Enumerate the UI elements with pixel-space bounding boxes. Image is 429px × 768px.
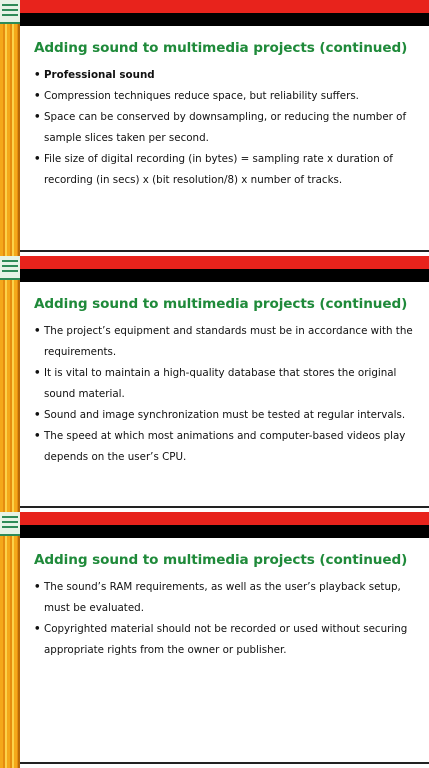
bullet-item: • The speed at which most animations and computer-based videos play depends on the user’s CPU. [34, 426, 417, 468]
bullet-item: • File size of digital recording (in bytes) = sampling rate x duration of recording (in secs) x (bit resolution/8) x number of tracks. [34, 149, 417, 191]
slide-bottom-line [20, 762, 429, 764]
corner-tab-icon [0, 0, 20, 24]
slide-title: Adding sound to multimedia projects (continued) [34, 296, 408, 312]
slide-bottom-line [20, 506, 429, 508]
slide-content [34, 552, 417, 661]
bullet-list [34, 577, 417, 661]
header-red-band [20, 256, 429, 269]
bullet-item: • Space can be conserved by downsampling, or reducing the number of sample slices taken per second. [34, 107, 417, 149]
header-red-band [20, 0, 429, 13]
bullet-item: • Professional sound [34, 65, 417, 86]
slide-content [34, 296, 417, 468]
decorative-left-strip [0, 256, 20, 512]
slide-content [34, 40, 417, 191]
slide-3 [0, 512, 429, 768]
bullet-item: • The sound’s RAM requirements, as well as the user’s playback setup, must be evaluated. [34, 577, 417, 619]
decorative-left-strip [0, 512, 20, 768]
bullet-list [34, 65, 417, 191]
bullet-item: • Compression techniques reduce space, but reliability suffers. [34, 86, 417, 107]
bullet-item: • Sound and image synchronization must be tested at regular intervals. [34, 405, 417, 426]
bullet-item: • The project’s equipment and standards must be in accordance with the requirements. [34, 321, 417, 363]
bullet-item: • It is vital to maintain a high-quality database that stores the original sound material. [34, 363, 417, 405]
slide-title: Adding sound to multimedia projects (continued) [34, 40, 408, 56]
decorative-left-strip [0, 0, 20, 256]
header-black-band [20, 13, 429, 26]
corner-tab-icon [0, 512, 20, 536]
corner-tab-icon [0, 256, 20, 280]
bullet-list [34, 321, 417, 468]
slide-2 [0, 256, 429, 512]
header-red-band [20, 512, 429, 525]
slide-1 [0, 0, 429, 256]
header-black-band [20, 269, 429, 282]
slide-title: Adding sound to multimedia projects (continued) [34, 552, 408, 568]
slide-bottom-line [20, 250, 429, 252]
bullet-item: • Copyrighted material should not be recorded or used without securing appropriate rights from the owner or publisher. [34, 619, 417, 661]
header-black-band [20, 525, 429, 538]
